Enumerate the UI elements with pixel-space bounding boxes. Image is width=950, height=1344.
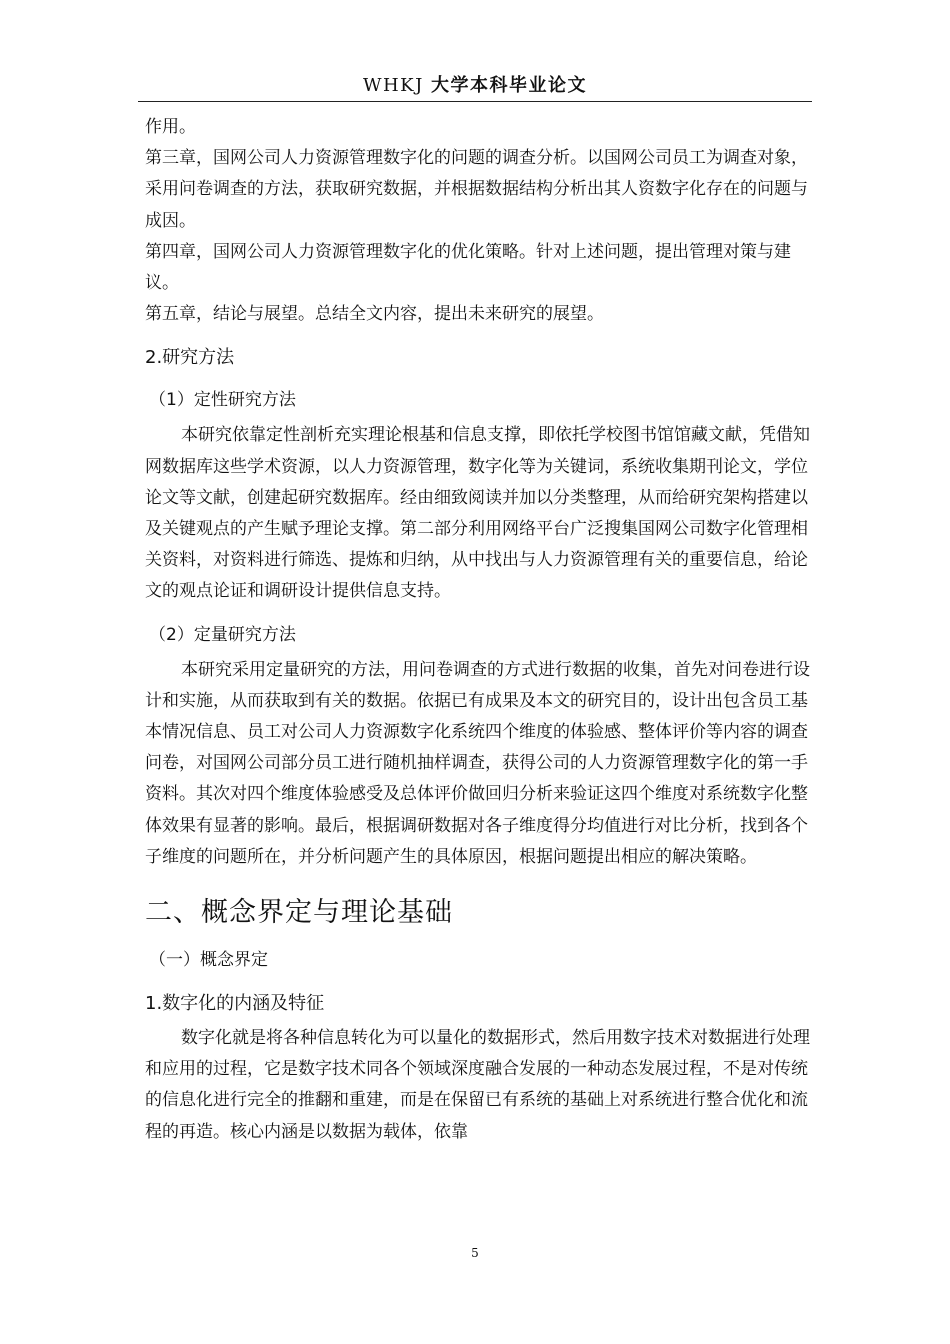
paragraph-chapter-four: 第四章，国网公司人力资源管理数字化的优化策略。针对上述问题，提出管理对策与建议。: [145, 241, 791, 294]
heading-research-methods: 2.研究方法: [145, 347, 235, 369]
header-university-title: 大学本科毕业论文: [431, 75, 588, 96]
heading-digitalization-meaning: 1.数字化的内涵及特征: [145, 993, 325, 1015]
heading-concept-definition: （一）概念界定: [149, 950, 268, 971]
paragraph-quantitative-method: 本研究采用定量研究的方法，用问卷调查的方式进行数据的收集，首先对问卷进行设计和实施，从而获取到有关的数据。依据已有成果及本文的研究目的，设计出包含员工基本情况信息、员工对公司人力资源数字化系统四个维度的体验感、整体评价等内容的调查问卷，对国网公司部分员工进行随机抽样调查，获得公司的人力资源管理数字化的第一手资料。其次对四个维度体验感受及总体评价做回归分析来验证这四个维度对系统数字化整体效果有显著的影响。最后，根据调研数据对各子维度得分均值进行对比分析，找到各个子维度的问题所在，并分析问题产生的具体原因，根据问题提出相应的解决策略。: [145, 659, 810, 867]
paragraph-digitalization-meaning: 数字化就是将各种信息转化为可以量化的数据形式，然后用数字技术对数据进行处理和应用的过程，它是数字技术同各个领域深度融合发展的一种动态发展过程，不是对传统的信息化进行完全的推翻和重建，而是在保留已有系统的基础上对系统进行整合优化和流程的再造。核心内涵是以数据为载体，依靠: [145, 1028, 810, 1142]
document-body: [145, 112, 817, 1148]
paragraph-continuation: 作用。: [145, 117, 196, 137]
header-prefix: WHKJ: [362, 75, 424, 96]
heading-quantitative-method: （2）定量研究方法: [149, 624, 296, 645]
heading-chapter-two: 二、概念界定与理论基础: [145, 897, 453, 929]
page-header: [138, 70, 812, 102]
header-title: [363, 75, 587, 96]
heading-qualitative-method: （1）定性研究方法: [149, 390, 296, 411]
paragraph-chapter-three: 第三章，国网公司人力资源管理数字化的问题的调查分析。以国网公司员工为调查对象，采用问卷调查的方法，获取研究数据，并根据数据结构分析出其人资数字化存在的问题与成因。: [145, 148, 808, 231]
page-number: 5: [471, 1246, 479, 1260]
paragraph-chapter-five: 第五章，结论与展望。总结全文内容，提出未来研究的展望。: [145, 304, 604, 325]
paragraph-qualitative-method: 本研究依靠定性剖析充实理论根基和信息支撑，即依托学校图书馆馆藏文献，凭借知网数据库这些学术资源，以人力资源管理，数字化等为关键词，系统收集期刊论文，学位论文等文献，创建起研究数据库。经由细致阅读并加以分类整理，从而给研究架构搭建以及关键观点的产生赋予理论支撑。第二部分利用网络平台广泛搜集国网公司数字化管理相关资料，对资料进行筛选、提炼和归纳，从中找出与人力资源管理有关的重要信息，给论文的观点论证和调研设计提供信息支持。: [145, 425, 810, 602]
